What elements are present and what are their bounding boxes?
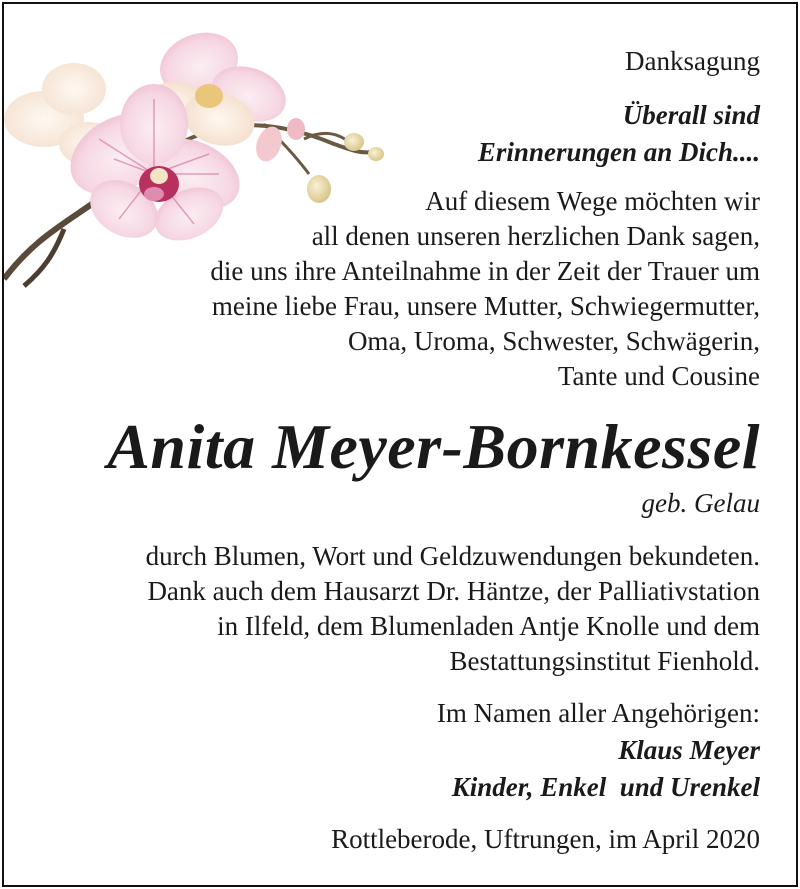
obituary-notice [2, 2, 798, 887]
intro-paragraph [210, 184, 760, 394]
place-date: Rottleberode, Uftrungen, im April 2020 [331, 824, 760, 854]
signature-name: Klaus Meyer [618, 735, 760, 765]
motto [478, 97, 760, 171]
text-line: die uns ihre Anteilnahme in der Zeit der Trauer um [210, 256, 760, 286]
text-line: Bestattungsinstitut Fienhold. [449, 646, 760, 676]
motto-line: Überall sind [622, 100, 760, 130]
birth-name: geb. Gelau [641, 488, 760, 518]
text-line: Dank auch dem Hausarzt Dr. Häntze, der Palliativstation [147, 576, 760, 606]
text-line: meine liebe Frau, unsere Mutter, Schwiegermutter, [211, 291, 760, 321]
thanks-paragraph [146, 539, 760, 679]
motto-line: Erinnerungen an Dich.... [477, 137, 760, 167]
signature-names [452, 732, 760, 806]
text-line: Tante und Cousine [557, 361, 760, 391]
text-line: all denen unseren herzlichen Dank sagen, [311, 221, 760, 251]
text-line: durch Blumen, Wort und Geldzuwendungen bekundeten. [145, 541, 760, 571]
deceased-name: Anita Meyer-Bornkessel [107, 411, 760, 482]
text-line: Oma, Uroma, Schwester, Schwägerin, [347, 326, 760, 356]
notice-heading: Danksagung [625, 46, 760, 76]
text-line: in Ilfeld, dem Blumenladen Antje Knolle und dem [217, 611, 760, 641]
signature-name: Kinder, Enkel und Urenkel [451, 772, 760, 802]
signature-intro: Im Namen aller Angehörigen: [436, 698, 760, 728]
text-line: Auf diesem Wege möchten wir [425, 186, 760, 216]
